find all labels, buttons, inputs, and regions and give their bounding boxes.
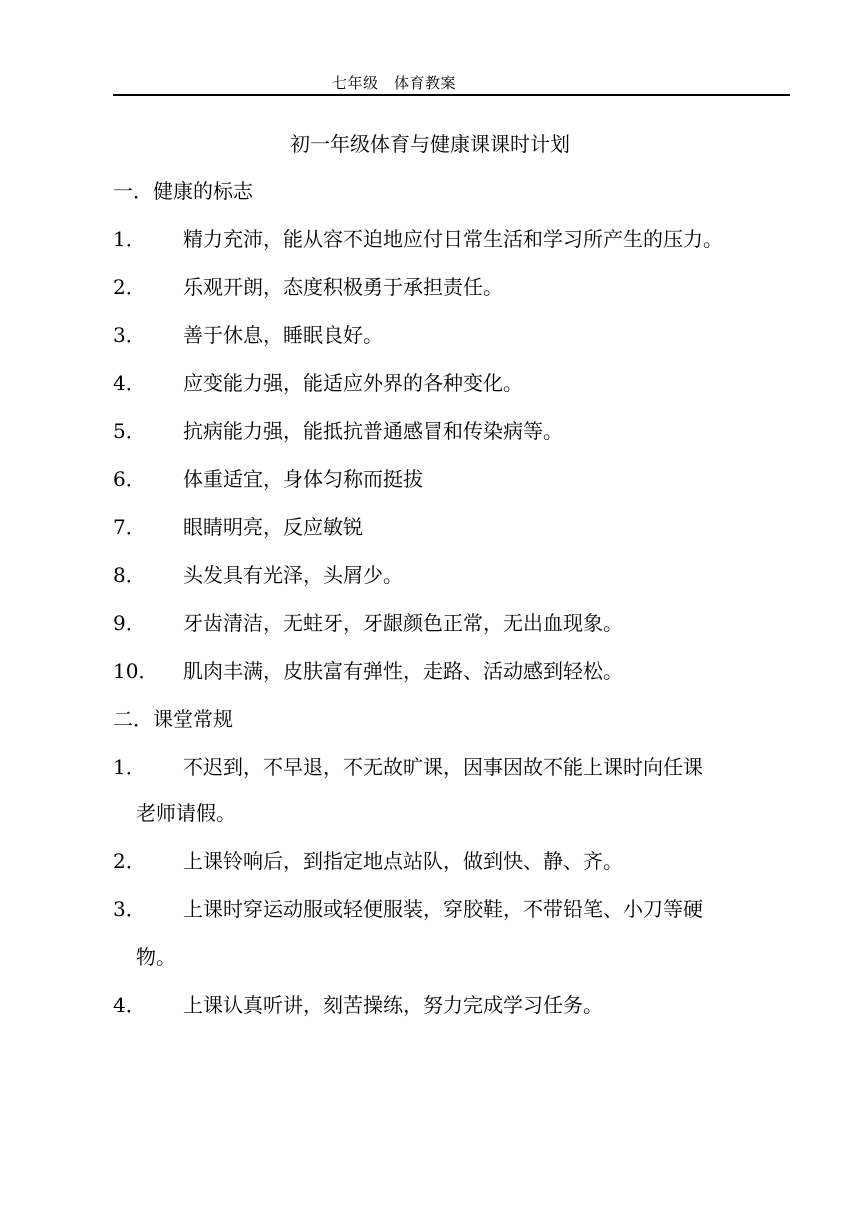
item-number: 2． (113, 849, 146, 873)
document-title: 初一年级体育与健康课课时计划 (290, 132, 570, 156)
item-text: 眼睛明亮，反应敏锐 (183, 515, 363, 539)
item-text: 牙齿清洁，无蛀牙，牙龈颜色正常，无出血现象。 (183, 611, 623, 635)
item-text: 上课铃响后，到指定地点站队，做到快、静、齐。 (183, 849, 623, 873)
item-text: 头发具有光泽，头屑少。 (183, 563, 403, 587)
header-divider (113, 94, 790, 96)
item-number: 2． (113, 275, 146, 299)
item-number: 5． (113, 419, 146, 443)
item-number: 9． (113, 611, 146, 635)
item-number: 6． (113, 467, 146, 491)
item-text: 善于休息，睡眠良好。 (183, 323, 383, 347)
item-text: 上课时穿运动服或轻便服装，穿胶鞋，不带铅笔、小刀等硬 (183, 897, 703, 921)
item-number: 1． (113, 227, 146, 251)
item-text-continuation: 物。 (136, 945, 176, 969)
item-text: 应变能力强，能适应外界的各种变化。 (183, 371, 523, 395)
item-number: 10． (113, 659, 159, 683)
header-text: 七年级 体育教案 (332, 74, 457, 92)
item-text: 上课认真听讲，刻苦操练，努力完成学习任务。 (183, 993, 603, 1017)
item-number: 7． (113, 515, 146, 539)
item-number: 8． (113, 563, 146, 587)
section-heading-health-signs: 一．健康的标志 (113, 179, 253, 203)
item-text: 乐观开朗，态度积极勇于承担责任。 (183, 275, 503, 299)
item-number: 3． (113, 897, 146, 921)
item-text: 不迟到，不早退，不无故旷课，因事因故不能上课时向任课 (183, 755, 703, 779)
page-header (0, 70, 860, 92)
item-text: 肌肉丰满，皮肤富有弹性，走路、活动感到轻松。 (183, 659, 623, 683)
item-number: 4． (113, 993, 146, 1017)
item-text-continuation: 老师请假。 (136, 801, 236, 825)
item-text: 抗病能力强，能抵抗普通感冒和传染病等。 (183, 419, 563, 443)
item-number: 1． (113, 755, 146, 779)
item-number: 3． (113, 323, 146, 347)
item-text: 精力充沛，能从容不迫地应付日常生活和学习所产生的压力。 (183, 227, 723, 251)
item-text: 体重适宜，身体匀称而挺拔 (183, 467, 423, 491)
section-heading-class-rules: 二．课堂常规 (113, 707, 233, 731)
item-number: 4． (113, 371, 146, 395)
